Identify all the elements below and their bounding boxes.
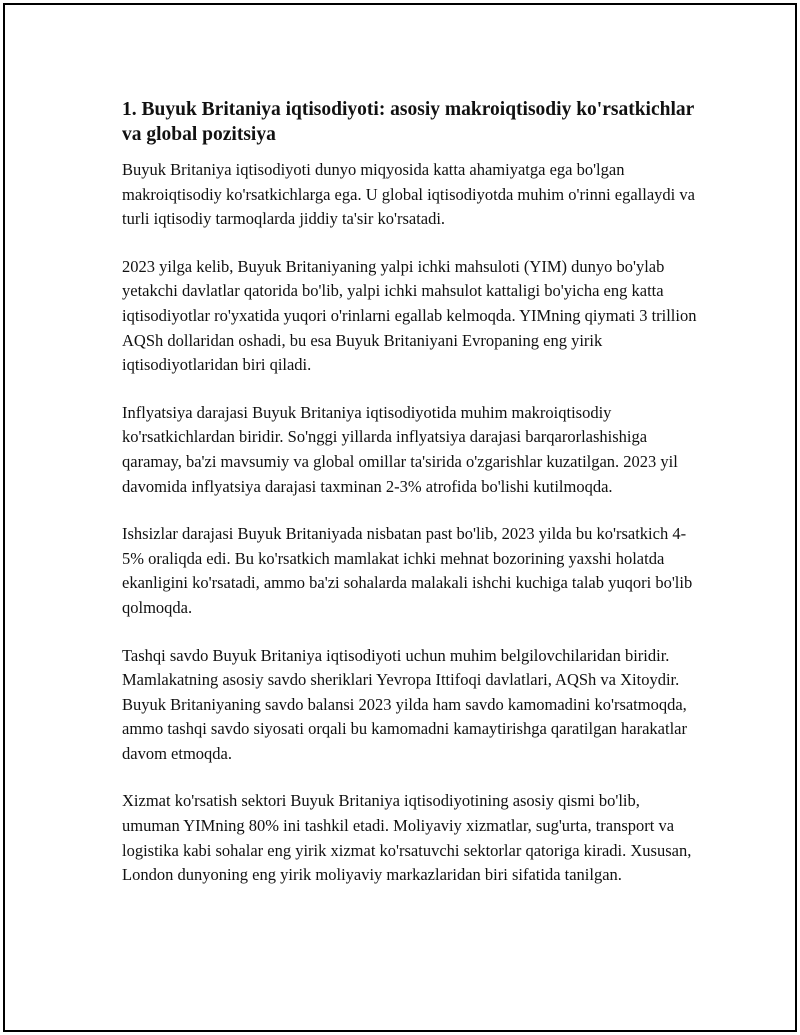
paragraph-services-sector: Xizmat ko'rsatish sektori Buyuk Britaniya iqtisodiyotining asosiy qismi bo'lib, umuman YIMning 80% ini tashkil etadi. Moliyaviy xizmatlar, sug'urta, transport va logistika kabi sohalar eng yirik xizmat ko'rsatuvchi sektorlar qatoriga kiradi. Xususan, London dunyoning eng yirik moliyaviy markazlaridan biri sifatida tanilgan. (122, 791, 692, 885)
paragraph-inflation: Inflyatsiya darajasi Buyuk Britaniya iqtisodiyotida muhim makroiqtisodiy ko'rsatkichlardan biridir. So'nggi yillarda inflyatsiya darajasi barqarorlashishiga qaramay, ba'zi mavsumiy va global omillar ta'sirida o'zgarishlar kuzatilgan. 2023 yil davomida inflyatsiya darajasi taxminan 2-3% atrofida bo'lishi kutilmoqda. (122, 402, 678, 496)
document-page (3, 3, 797, 1032)
paragraph-foreign-trade: Tashqi savdo Buyuk Britaniya iqtisodiyoti uchun muhim belgilovchilaridan biridir. Mamlakatning asosiy savdo sheriklari Yevropa Ittifoqi davlatlari, AQSh va Xitoydir. Buyuk Britaniyaning savdo balansi 2023 yilda ham savdo kamomadini ko'rsatmoqda, ammo tashqi savdo siyosati orqali bu kamomadni kamaytirishga qaratilgan harakatlar davom etmoqda. (122, 645, 687, 763)
document-body (122, 97, 697, 911)
paragraph-unemployment: Ishsizlar darajasi Buyuk Britaniyada nisbatan past bo'lib, 2023 yilda bu ko'rsatkich 4-5% oraliqda edi. Bu ko'rsatkich mamlakat ichki mehnat bozorining yaxshi holatda ekanligini ko'rsatadi, ammo ba'zi sohalarda malakali ishchi kuchiga talab yuqori bo'lib qolmoqda. (122, 524, 693, 617)
paragraph-gdp: 2023 yilga kelib, Buyuk Britaniyaning yalpi ichki mahsuloti (YIM) dunyo bo'ylab yetakchi davlatlar qatorida bo'lib, yalpi ichki mahsulot kattaligi bo'yicha eng katta iqtisodiyotlar ro'yxatida yuqori o'rinlarni egallab kelmoqda. YIMning qiymati 3 trillion AQSh dollaridan oshadi, bu esa Buyuk Britaniyani Evropaning eng yirik iqtisodiyotlaridan biri qiladi. (122, 256, 697, 375)
paragraph-overview: Buyuk Britaniya iqtisodiyoti dunyo miqyosida katta ahamiyatga ega bo'lgan makroiqtisodiy ko'rsatkichlarga ega. U global iqtisodiyotda muhim o'rinni egallaydi va turli iqtisodiy tarmoqlarda jiddiy ta'sir ko'rsatadi. (122, 160, 695, 229)
section-heading: 1. Buyuk Britaniya iqtisodiyoti: asosiy makroiqtisodiy ko'rsatkichlar va global pozitsiya (122, 99, 694, 145)
